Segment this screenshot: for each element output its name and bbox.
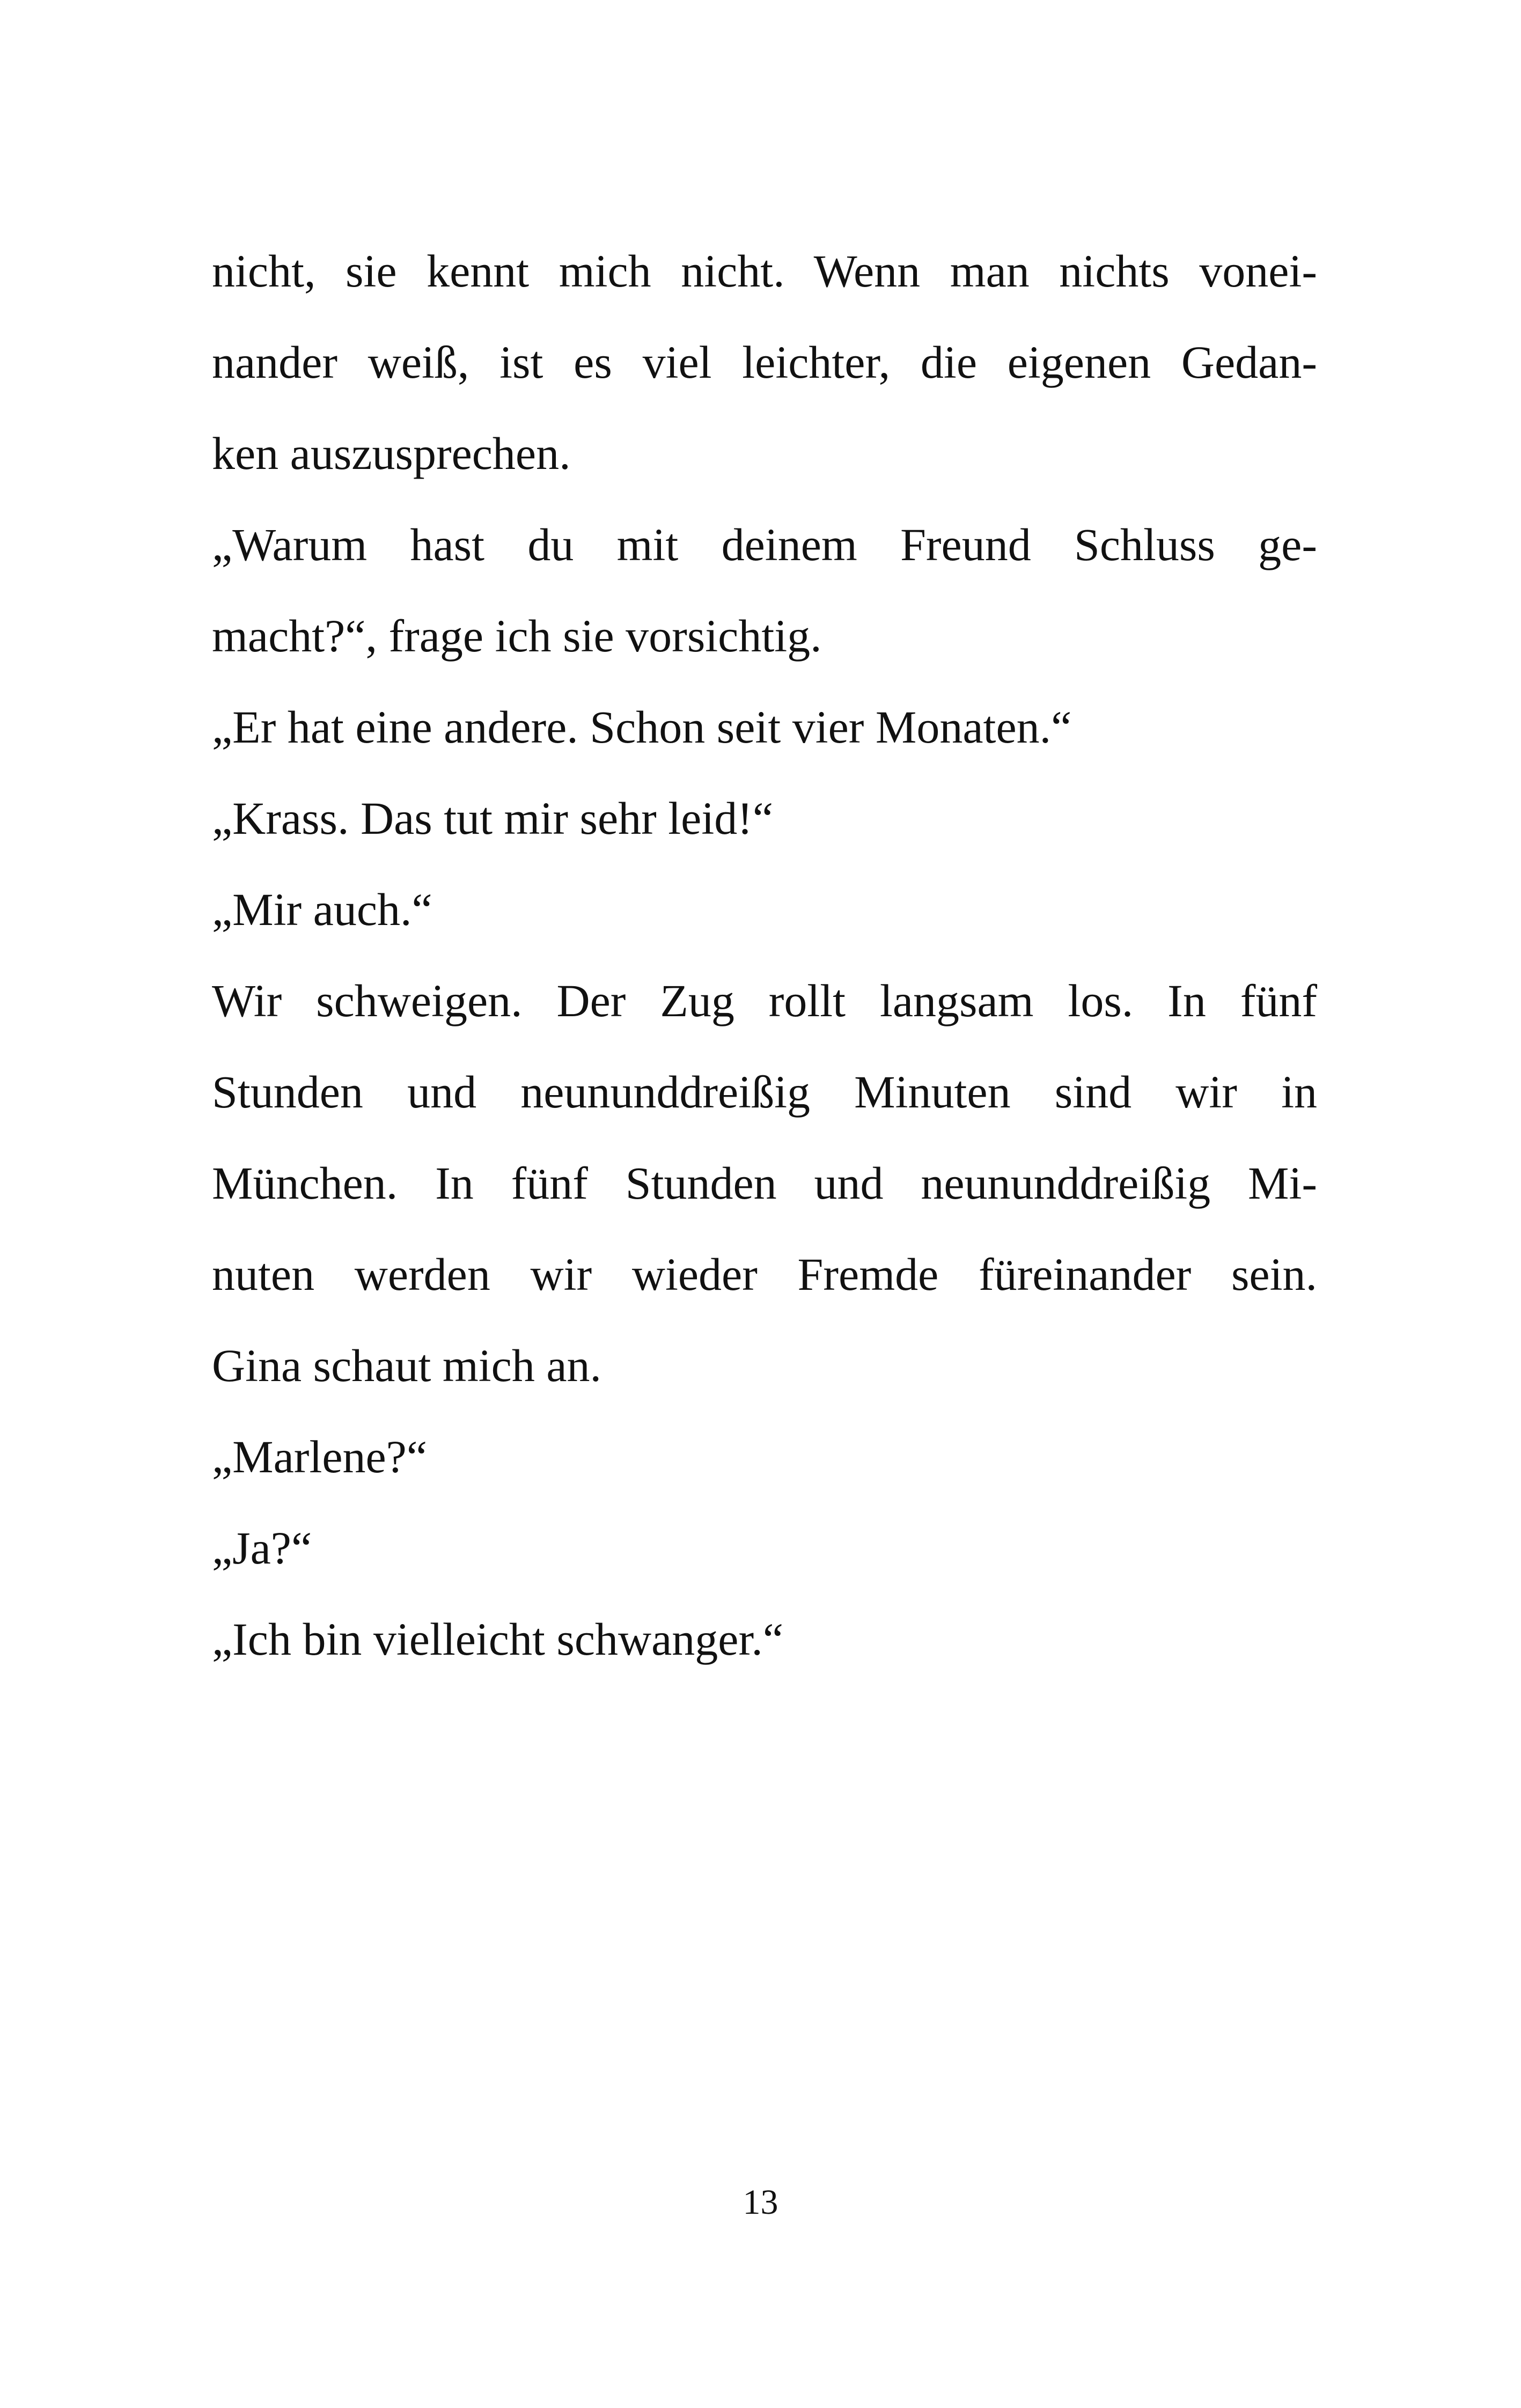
text-line: nicht, sie kennt mich nicht. Wenn man nichts vonei- [212, 245, 1317, 297]
text-line: macht?“, frage ich sie vorsichtig. [212, 610, 822, 662]
text-line: nuten werden wir wieder Fremde füreinander sein. [212, 1249, 1317, 1300]
text-line: „Marlene?“ [212, 1431, 428, 1482]
text-line: „Ich bin vielleicht schwanger.“ [212, 1613, 784, 1665]
text-line: „Mir auch.“ [212, 884, 432, 935]
text-line: „Krass. Das tut mir sehr leid!“ [212, 792, 774, 844]
text-line: „Er hat eine andere. Schon seit vier Monaten.“ [212, 701, 1072, 753]
text-line: ken auszusprechen. [212, 428, 571, 479]
text-line: nander weiß, ist es viel leichter, die eigenen Gedan- [212, 336, 1317, 388]
text-line: München. In fünf Stunden und neununddreißig Mi- [212, 1157, 1317, 1209]
text-line: „Ja?“ [212, 1522, 312, 1574]
body-text [212, 225, 1317, 1685]
text-line: „Warum hast du mit deinem Freund Schluss ge- [212, 519, 1317, 570]
page-number: 13 [743, 2183, 778, 2222]
text-line: Wir schweigen. Der Zug rollt langsam los. In fünf [212, 975, 1317, 1026]
text-line: Stunden und neununddreißig Minuten sind wir in [212, 1066, 1317, 1118]
text-line: Gina schaut mich an. [212, 1340, 602, 1391]
